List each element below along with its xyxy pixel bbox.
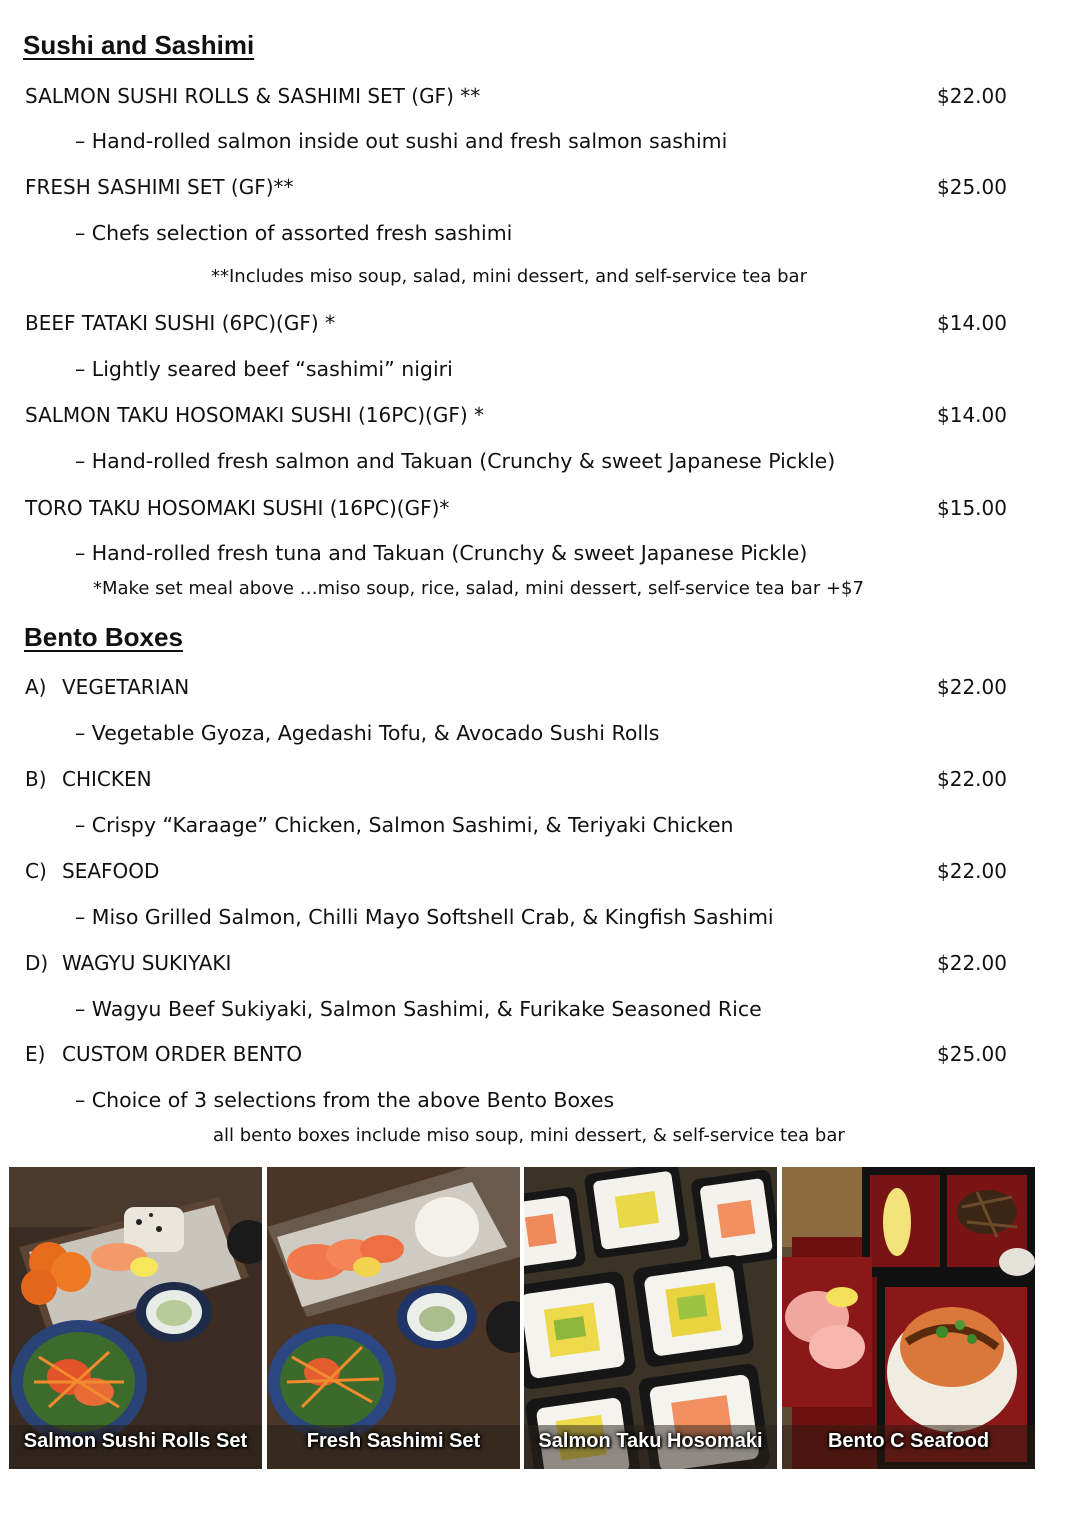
item-name: CUSTOM ORDER BENTO xyxy=(62,1042,303,1066)
item-price: $22.00 xyxy=(937,767,1007,791)
sushi-section-heading: Sushi and Sashimi xyxy=(23,30,255,60)
photo-bento-c-seafood xyxy=(782,1167,1035,1469)
item-description: – Lightly seared beef “sashimi” nigiri xyxy=(75,357,453,381)
item-price: $22.00 xyxy=(937,84,1007,108)
photo-caption: Fresh Sashimi Set xyxy=(306,1430,481,1452)
item-letter: A) xyxy=(25,675,47,699)
bento-includes-note: all bento boxes include miso soup, mini dessert, & self-service tea bar xyxy=(213,1125,845,1146)
set-includes-note: **Includes miso soup, salad, mini dessert, and self-service tea bar xyxy=(211,266,807,287)
item-price: $25.00 xyxy=(937,1042,1007,1066)
item-name: FRESH SASHIMI SET (GF)** xyxy=(25,175,294,199)
item-price: $22.00 xyxy=(937,675,1007,699)
item-letter: E) xyxy=(25,1042,46,1066)
bento-c-seafood-photo xyxy=(782,1167,1035,1469)
item-description: – Miso Grilled Salmon, Chilli Mayo Softshell Crab, & Kingfish Sashimi xyxy=(75,905,774,929)
item-description: – Chefs selection of assorted fresh sashimi xyxy=(75,221,513,245)
item-price: $22.00 xyxy=(937,859,1007,883)
salmon-sushi-rolls-photo xyxy=(9,1167,262,1469)
photo-salmon-taku-hosomaki xyxy=(524,1167,777,1469)
photo-fresh-sashimi-set xyxy=(267,1167,520,1469)
item-name: SEAFOOD xyxy=(62,859,160,883)
fresh-sashimi-photo xyxy=(267,1167,520,1469)
item-price: $25.00 xyxy=(937,175,1007,199)
item-name: VEGETARIAN xyxy=(62,675,190,699)
salmon-taku-hosomaki-photo xyxy=(524,1167,777,1469)
photo-caption: Salmon Sushi Rolls Set xyxy=(23,1430,248,1452)
item-price: $14.00 xyxy=(937,403,1007,427)
item-description: – Wagyu Beef Sukiyaki, Salmon Sashimi, & Furikake Seasoned Rice xyxy=(75,997,762,1021)
photo-caption: Bento C Seafood xyxy=(827,1430,990,1452)
item-name: SALMON TAKU HOSOMAKI SUSHI (16PC)(GF) * xyxy=(25,403,485,427)
bento-section-heading: Bento Boxes xyxy=(24,622,183,652)
item-name: SALMON SUSHI ROLLS & SASHIMI SET (GF) ** xyxy=(25,84,481,108)
item-price: $15.00 xyxy=(937,496,1007,520)
item-letter: D) xyxy=(25,951,49,975)
item-price: $14.00 xyxy=(937,311,1007,335)
item-description: – Crispy “Karaage” Chicken, Salmon Sashimi, & Teriyaki Chicken xyxy=(75,813,734,837)
item-description: – Hand-rolled fresh tuna and Takuan (Crunchy & sweet Japanese Pickle) xyxy=(75,541,808,565)
item-description: – Choice of 3 selections from the above Bento Boxes xyxy=(75,1088,615,1112)
item-letter: C) xyxy=(25,859,47,883)
photo-caption: Salmon Taku Hosomaki xyxy=(538,1430,763,1452)
item-description: – Vegetable Gyoza, Agedashi Tofu, & Avocado Sushi Rolls xyxy=(75,721,660,745)
item-name: BEEF TATAKI SUSHI (6PC)(GF) * xyxy=(25,311,336,335)
item-name: TORO TAKU HOSOMAKI SUSHI (16PC)(GF)* xyxy=(25,496,450,520)
photo-salmon-sushi-rolls-set xyxy=(9,1167,262,1469)
item-price: $22.00 xyxy=(937,951,1007,975)
item-description: – Hand-rolled fresh salmon and Takuan (Crunchy & sweet Japanese Pickle) xyxy=(75,449,836,473)
item-name: WAGYU SUKIYAKI xyxy=(62,951,232,975)
set-meal-note: *Make set meal above …miso soup, rice, salad, mini dessert, self-service tea bar +$7 xyxy=(93,578,864,599)
item-name: CHICKEN xyxy=(62,767,152,791)
item-description: – Hand-rolled salmon inside out sushi and fresh salmon sashimi xyxy=(75,129,728,153)
item-letter: B) xyxy=(25,767,47,791)
